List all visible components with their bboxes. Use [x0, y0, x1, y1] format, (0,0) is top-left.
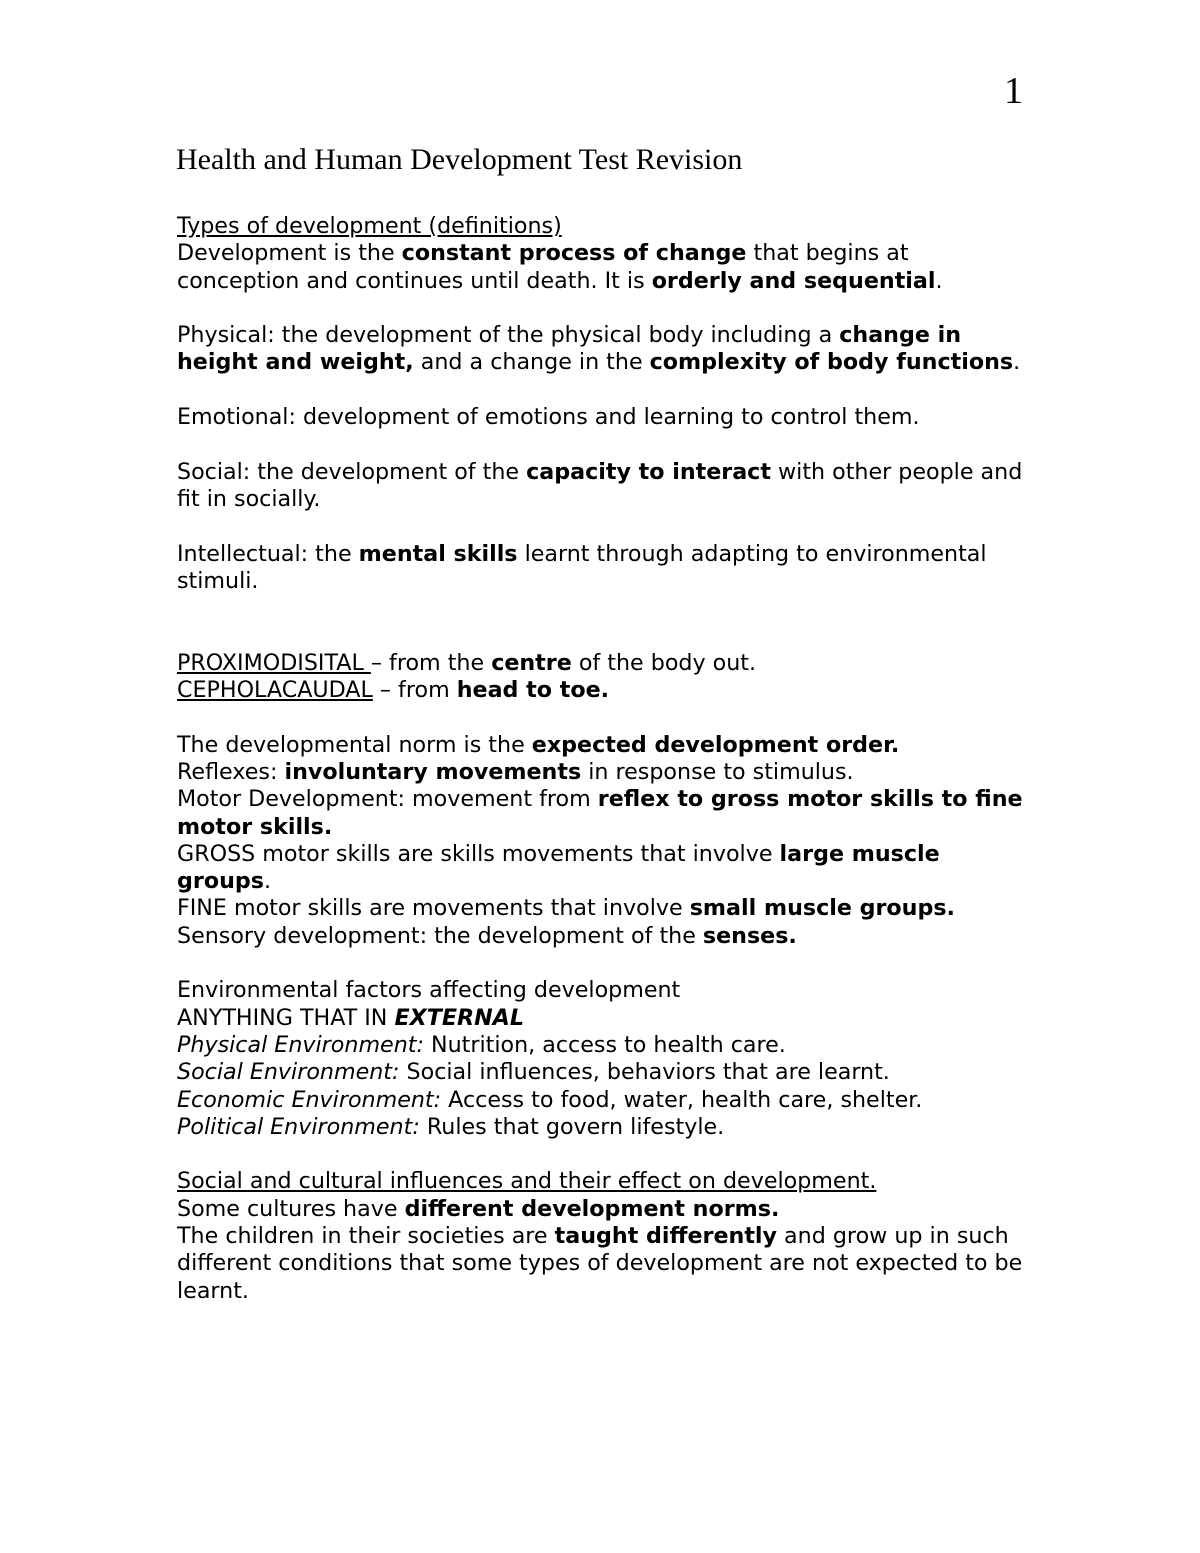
development-definition: Development is the constant process of change that begins at conception and continues until death. It is orderly and sequential.	[177, 240, 943, 294]
social-definition: Social: the development of the capacity to interact with other people and fit in socially.	[177, 458, 1023, 512]
developmental-norm: The developmental norm is the expected development order.	[177, 731, 900, 758]
culture-heading: Social and cultural influences and their effect on development.	[177, 1168, 877, 1195]
culture-children: The children in their societies are taught differently and grow up in such different conditions that some types of development are not expected to be learnt.	[177, 1222, 1023, 1304]
cephalocaudal-principle: CEPHOLACAUDAL – from head to toe.	[177, 677, 610, 704]
culture-norms: Some cultures have different development norms.	[177, 1195, 780, 1222]
emotional-definition: Emotional: development of emotions and learning to control them.	[177, 404, 920, 431]
physical-environment: Physical Environment: Nutrition, access to health care.	[177, 1031, 786, 1058]
reflexes-definition: Reflexes: involuntary movements in response to stimulus.	[177, 758, 854, 785]
document-title: Health and Human Development Test Revision	[176, 143, 743, 176]
types-heading: Types of development (definitions)	[177, 213, 562, 239]
sensory-development: Sensory development: the development of the senses.	[177, 922, 797, 949]
page-number: 1	[1004, 70, 1023, 112]
political-environment: Political Environment: Rules that govern lifestyle.	[177, 1113, 725, 1140]
motor-development: Motor Development: movement from reflex to gross motor skills to fine motor skills.	[177, 786, 1023, 840]
document-body	[177, 213, 1037, 1305]
physical-definition: Physical: the development of the physical body including a change in height and weight, and a change in the complexity of body functions.	[177, 322, 1021, 376]
gross-motor-skills: GROSS motor skills are skills movements that involve large muscle groups.	[177, 840, 940, 895]
proximodistal-principle: PROXIMODISITAL – from the centre of the body out.	[177, 649, 757, 676]
social-environment: Social Environment: Social influences, behaviors that are learnt.	[177, 1059, 890, 1086]
environment-heading: Environmental factors affecting development	[177, 977, 681, 1004]
external-note: ANYTHING THAT IN EXTERNAL	[177, 1004, 524, 1031]
economic-environment: Economic Environment: Access to food, water, health care, shelter.	[177, 1086, 923, 1113]
fine-motor-skills: FINE motor skills are movements that involve small muscle groups.	[177, 895, 955, 922]
intellectual-definition: Intellectual: the mental skills learnt through adapting to environmental stimuli.	[177, 540, 987, 594]
